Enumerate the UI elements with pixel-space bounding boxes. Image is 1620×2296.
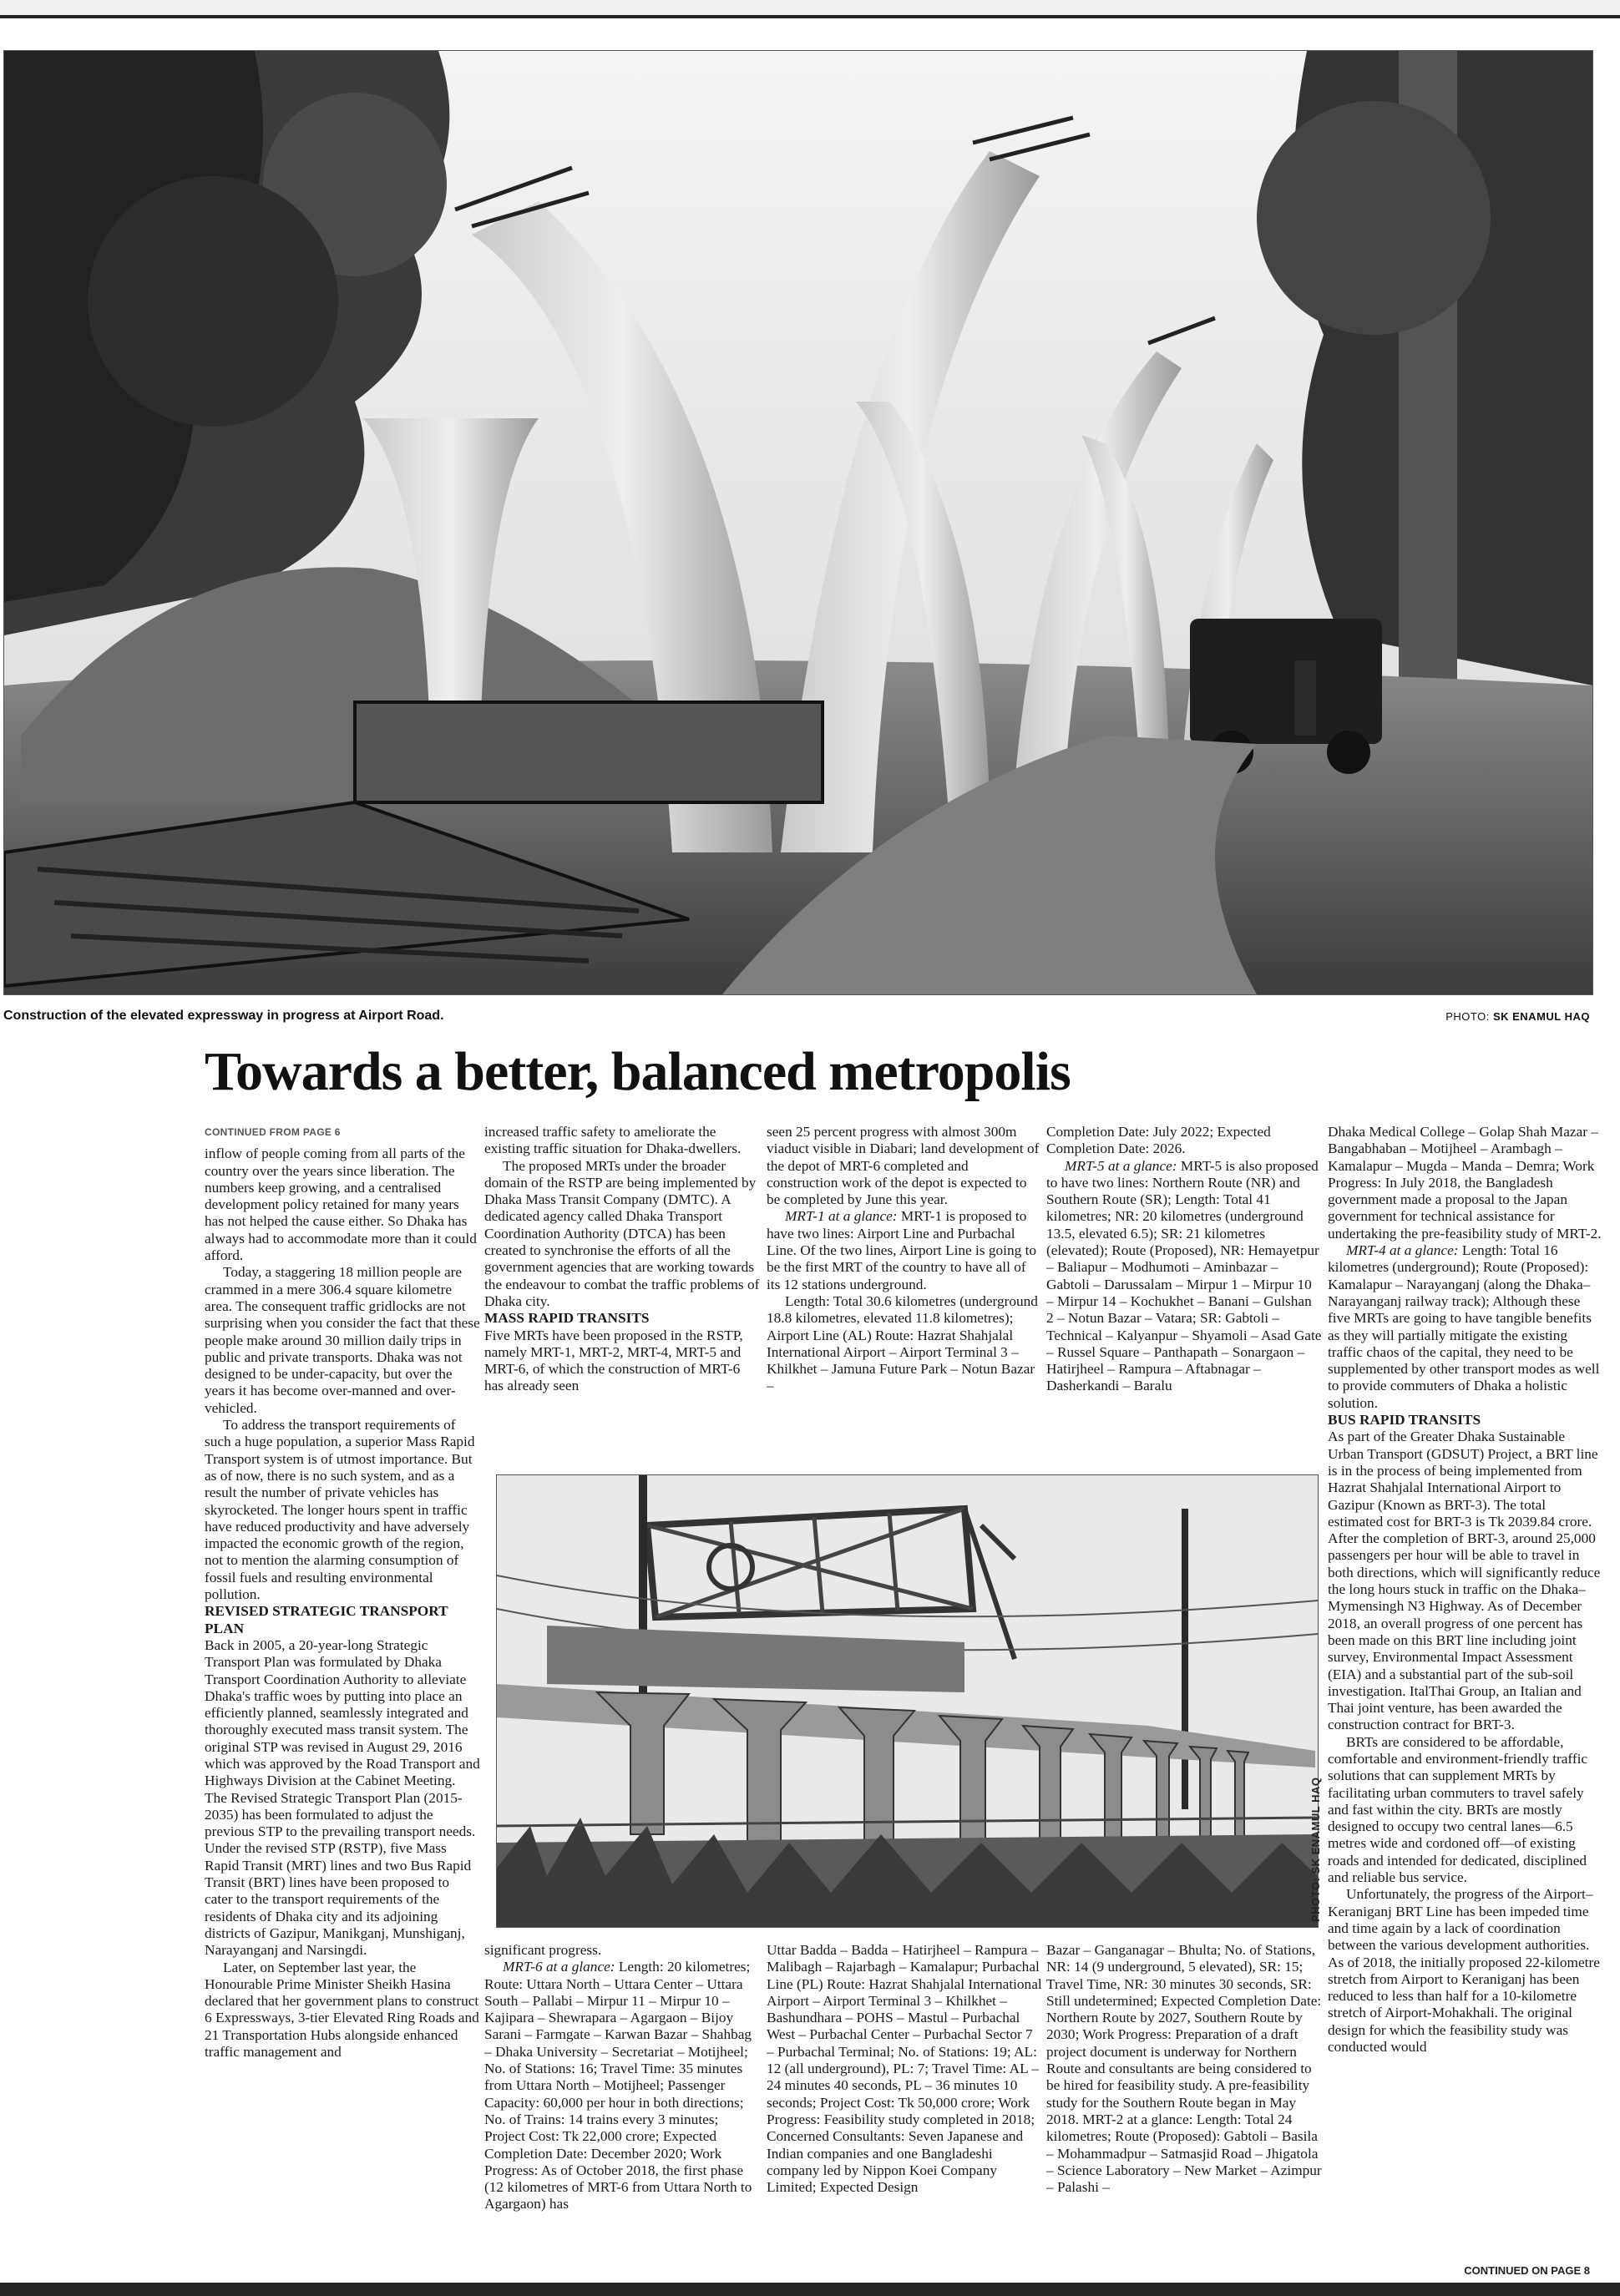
mrt1-label: MRT-1 at a glance: bbox=[785, 1208, 898, 1225]
paragraph bbox=[767, 1208, 1042, 1292]
paragraph: BRTs are considered to be affordable, comfortable and environment-friendly traffic solutions that can supplement MRTs by facilitating urban commuters to travel safely and fast within the city. BRTs are mostly designed to occupy two central lanes—6.5 metres wide and cordoned off—of existing roads and intended for dedicated, disciplined and reliable bus service. bbox=[1328, 1733, 1588, 1886]
mrt4-label: MRT-4 at a glance: bbox=[1346, 1242, 1459, 1259]
paragraph bbox=[1328, 1242, 1603, 1412]
paragraph: The proposed MRTs under the broader domain of the RSTP are being implemented by Dhaka Mass Transit Company (DMTC). A dedicated agency called Dhaka Transport Coordination Authority (DTCA) has been created to synchronise the efforts of all the government agencies that are working towards the endeavour to combat the traffic problems of Dhaka city. bbox=[484, 1157, 760, 1309]
continued-from-label: CONTINUED FROM PAGE 6 bbox=[205, 1126, 341, 1138]
mrt5-label: MRT-5 at a glance: bbox=[1065, 1157, 1177, 1174]
metro-viaduct-photo bbox=[496, 1474, 1319, 1928]
paragraph bbox=[1046, 1158, 1322, 1395]
article-column-1 bbox=[205, 1124, 480, 2269]
paragraph: Dhaka Medical College – Golap Shah Mazar – Bangabhaban – Motijheel – Arambagh – Kamalapur – Mugda – Manda – Demra; Work Progress: In July 2018, the Bangladesh government made a proposal to the Japan government for technical assistance for undertaking the pre-feasibility study of MRT-2. bbox=[1328, 1124, 1602, 1242]
expressway-photo-illustration bbox=[4, 51, 1592, 994]
paragraph: Length: Total 30.6 kilometres (underground 18.8 kilometres, elevated 11.8 kilometres); Airport Line (AL) Route: Hazrat Shahjalal International Airport – Airport Terminal 3 – Khilkhet – Jamuna Future Park – Notun Bazar – bbox=[767, 1292, 1038, 1394]
article-column-3-top bbox=[767, 1124, 1042, 1466]
page-bottom-rule bbox=[0, 2283, 1620, 2296]
article-headline: Towards a better, balanced metropolis bbox=[205, 1041, 1071, 1102]
mrt4-text: Length: Total 16 kilometres (underground); Route (Proposed): Kamalapur – Narayanganj (along the Dhaka–Narayanganj railway track); Although these five MRTs are going to have tangible benefits as they will partially mitigate the existing traffic chaos of the capital, they need to be supplemented by other transport modes as well to provide commuters of Dhaka a holistic solution. bbox=[1328, 1242, 1600, 1411]
expressway-photo bbox=[3, 50, 1593, 995]
article-column-3-bottom bbox=[767, 1942, 1042, 2269]
paragraph: Five MRTs have been proposed in the RSTP, namely MRT-1, MRT-2, MRT-4, MRT-5 and MRT-6, of which the construction of MRT-6 has already seen bbox=[484, 1327, 743, 1394]
article-column-2-top bbox=[484, 1124, 760, 1466]
article-column-2-bottom bbox=[484, 1942, 760, 2269]
mrt1-text: MRT-1 is proposed to have two lines: Airport Line and Purbachal Line. Of the two lines, Airport Line is going to be the first MRT of the country to have all of its 12 stations underground. bbox=[767, 1208, 1037, 1292]
article-column-5 bbox=[1328, 1124, 1603, 2261]
paragraph: increased traffic safety to ameliorate the existing traffic situation for Dhaka-dwellers. bbox=[484, 1124, 742, 1157]
paragraph: Later, on September last year, the Honourable Prime Minister Sheikh Hasina declared that her government plans to construct 6 Expressways, 3-tier Elevated Ring Roads and 21 Transportation Hubs alongside enhanced traffic management and bbox=[205, 1959, 479, 2061]
mrt5-text: MRT-5 is also proposed to have two lines: Northern Route (NR) and Southern Route (SR); Length: Total 41 kilometres; NR: 20 kilometres (underground 13.5, elevated 6.5); SR: 21 kilometres (elevated); Route (Proposed), NR: Hemayetpur – Baliapur – Modhumoti – Aminbazar – Gabtoli – Darussalam – Mirpur 1 – Mirpur 10 – Mirpur 14 – Kochukhet – Banani – Gulshan 2 – Notun Bazar – Vatara; SR: Gabtoli – Technical – Kalyanpur – Shyamoli – Asad Gate – Russel Square – Panthapath – Sonargaon – Hatirjheel – Rampura – Aftabnagar – Dasherkandi – Baralu bbox=[1046, 1157, 1322, 1394]
article-column-4-bottom bbox=[1046, 1942, 1322, 2269]
mrt6-label: MRT-6 at a glance: bbox=[503, 1959, 615, 1975]
metro-viaduct-photo-illustration bbox=[497, 1475, 1318, 1927]
photo-caption: Construction of the elevated expressway in progress at Airport Road. bbox=[3, 1009, 444, 1023]
paragraph: Back in 2005, a 20-year-long Strategic Transport Plan was formulated by Dhaka Transport Coordination Authority to alleviate Dhaka's traffic woes by putting into place an efficiently planned, seamlessly integrated and thoroughly executed mass transit system. The original STP was revised in August 29, 2016 which was approved by the Road Transport and Highways Division at the Cabinet Meeting. The Revised Strategic Transport Plan (2015-2035) has been formulated to adjust the previous STP to the prevailing transport needs. Under the revised STP (RSTP), five Mass Rapid Transit (MRT) lines and two Bus Rapid Transit (BRT) lines have been proposed to cater to the transport requirements of the residents of Dhaka city and its adjoining districts of Gazipur, Manikganj, Munshiganj, Narayanganj and Narsingdi. bbox=[205, 1636, 480, 1959]
viaduct-photo-credit: PHOTO: SK ENAMUL HAQ bbox=[1309, 1777, 1322, 1922]
paragraph: significant progress. bbox=[484, 1942, 602, 1958]
paragraph: Today, a staggering 18 million people are crammed in a mere 306.4 square kilometre area. The consequent traffic gridlocks are not surprising when you consider the fact that these people make around 30 million daily trips in public and private transports. Dhaka was not designed to be under-capacity, but over the years it has become over-manned and over-vehicled. bbox=[205, 1264, 480, 1416]
continued-on-label: CONTINUED ON PAGE 8 bbox=[1464, 2264, 1590, 2277]
paragraph: Completion Date: July 2022; Expected Completion Date: 2026. bbox=[1046, 1124, 1271, 1157]
article-column-4-top bbox=[1046, 1124, 1322, 1466]
paragraph: As part of the Greater Dhaka Sustainable Urban Transport (GDSUT) Project, a BRT line is in the process of being implemented from Hazrat Shahjalal International Airport to Gazipur (Known as BRT-3). The total estimated cost for BRT-3 is Tk 2039.84 crore. After the completion of BRT-3, around 25,000 passengers per hour will be able to travel in both directions, which will significantly reduce the long hours stuck in traffic on the Dhaka–Mymensingh N3 Highway. As of December 2018, an overall progress of one percent has been made on this BRT line including joint survey, Environmental Impact Assessment (EIA) and a substantial part of the sub-soil investigation. ItalThai Group, an Italian and Thai joint venture, has been awarded the construction contract for BRT-3. bbox=[1328, 1429, 1601, 1733]
paragraph: seen 25 percent progress with almost 300m viaduct visible in Diabari; land development of the depot of MRT-6 completed and construction work of the depot is expected to be completed by June this year. bbox=[767, 1124, 1040, 1208]
paragraph: Bazar – Ganganagar – Bhulta; No. of Stations, NR: 14 (9 underground, 5 elevated), SR: 15; Travel Time, NR: 30 minutes 30 seconds, SR: Still undetermined; Expected Completion Date: Northern Route by 2027, Southern Route by 2030; Work Progress: Preparation of a draft project document is underway for Northern Route and consultants are being considered to be hired for feasibility study. A pre-feasibility study for the Southern Route began in May 2018. MRT-2 at a glance: Length: Total 24 kilometres; Route (Proposed): Gabtoli – Basila – Mohammadpur – Satmasjid Road – Jhigatola – Science Laboratory – New Market – Azimpur – Palashi – bbox=[1046, 1942, 1322, 2196]
paragraph: inflow of people coming from all parts of the country over the years since liberation. The numbers keep growing, and a centralised development policy retained for many years has not helped the cause either. So Dhaka has always had to accommodate more than it could afford. bbox=[205, 1145, 477, 1264]
paragraph: Uttar Badda – Badda – Hatirjheel – Rampura – Malibagh – Rajarbagh – Kamalapur; Purbachal Line (PL) Route: Hazrat Shahjalal International Airport – Airport Terminal 3 – Khilkhet – Bashundhara – POHS – Mastul – Purbachal West – Purbachal Center – Purbachal Sector 7 – Purbachal Terminal; No. of Stations: 19; AL: 12 (all underground), PL: 7; Travel Time: AL – 24 minutes 40 seconds, PL – 36 minutes 10 seconds; Project Cost: Tk 50,000 crore; Work Progress: Feasibility study completed in 2018; Concerned Consultants: Seven Japanese and Indian companies and one Bangladeshi company led by Nippon Koei Company Limited; Expected Design bbox=[767, 1942, 1042, 2196]
paragraph bbox=[484, 1959, 760, 2213]
photo-credit bbox=[1445, 1010, 1590, 1023]
photo-credit-name: SK ENAMUL HAQ bbox=[1492, 1010, 1590, 1023]
photo-credit-prefix: PHOTO: bbox=[1445, 1010, 1490, 1023]
subheading: MASS RAPID TRANSITS bbox=[484, 1310, 650, 1327]
paragraph: Unfortunately, the progress of the Airport–Keraniganj BRT Line has been impeded time and time again by a lack of coordination between the various development authorities. As of 2018, the initially proposed 22-kilometre stretch from Airport to Keraniganj has been reduced to less than half for a 10-kilometre stretch of Airport-Mohakhali. The original design for which the feasibility study was conducted would bbox=[1328, 1886, 1600, 2056]
paragraph: To address the transport requirements of such a huge population, a superior Mass Rapid Transport system is of utmost importance. But as of now, there is no such system, and as a result the number of private vehicles has skyrocketed. The longer hours spent in traffic have reduced productivity and have adversely impacted the economic growth of the region, not to mention the alarming consumption of fossil fuels and resulting environmental pollution. bbox=[205, 1417, 475, 1603]
subheading: BUS RAPID TRANSITS bbox=[1328, 1412, 1481, 1429]
subheading: REVISED STRATEGIC TRANSPORT PLAN bbox=[205, 1603, 448, 1636]
mrt6-text: Length: 20 kilometres; Route: Uttara North – Uttara Center – Uttara South – Pallabi – Mirpur 11 – Mirpur 10 – Kajipara – Shewrapara – Agargaon – Bijoy Sarani – Farmgate – Karwan Bazar – Shahbag – Dhaka University – Secretariat – Motijheel; No. of Stations: 16; Travel Time: 35 minutes from Uttara North – Motijheel; Passenger Capacity: 60,000 per hour in both directions; No. of Trains: 14 trains every 3 minutes; Project Cost: Tk 22,000 crore; Expected Completion Date: December 2020; Work Progress: As of October 2018, the first phase (12 kilometres of MRT-6 from Uttara North to Agargaon) has bbox=[484, 1959, 752, 2213]
page-top-rule bbox=[0, 0, 1620, 18]
